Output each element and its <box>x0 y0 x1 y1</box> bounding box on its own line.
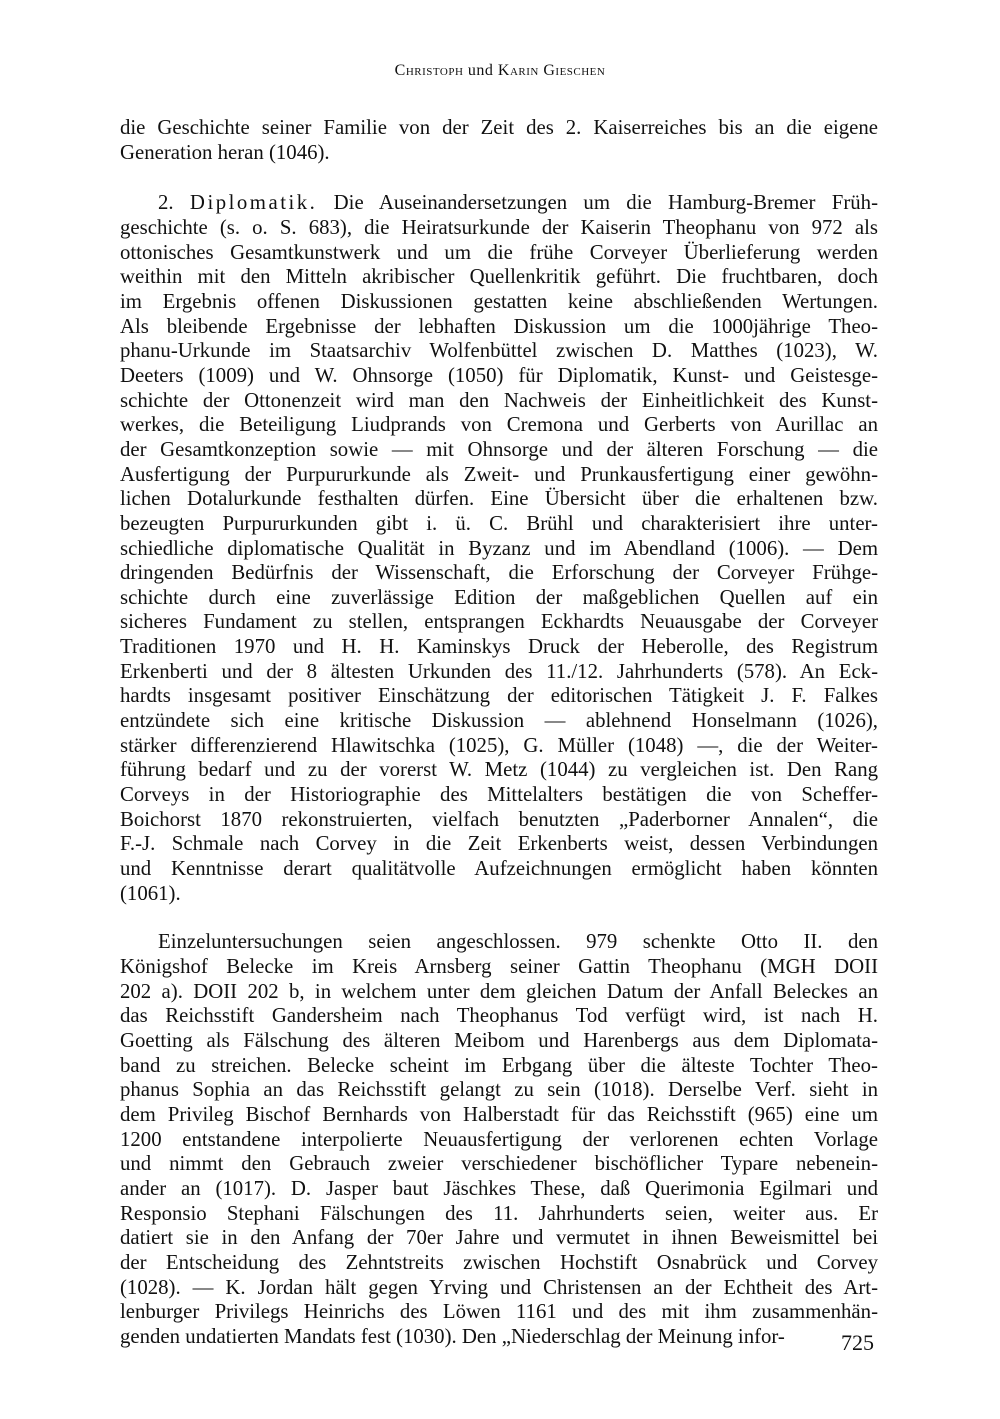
text-line <box>120 364 878 389</box>
text-line <box>120 290 878 315</box>
text-line-content: und nimmt den Gebrauch zweier verschiedener bischöflicher Typare nebenein- <box>120 1152 878 1176</box>
text-line <box>120 561 878 586</box>
text-line-content: Traditionen 1970 und H. H. Kaminskys Druck der Heberolle, des Registrum <box>120 635 878 659</box>
text-line <box>120 1251 878 1276</box>
running-head <box>0 62 1000 80</box>
paragraph-diplomatik <box>120 191 878 906</box>
text-line <box>120 339 878 364</box>
section-title: Diplomatik. <box>189 191 318 215</box>
text-line-content: Als bleibende Ergebnisse der lebhaften Diskussion um die 1000jährige Theo- <box>120 314 878 338</box>
text-line <box>120 1300 878 1325</box>
text-line-content: hardts insgesamt positiver Einschätzung der editorischen Tätigkeit J. F. Falkes <box>120 684 878 708</box>
text-line <box>120 1226 878 1251</box>
text-line-content: ander an (1017). D. Jasper baut Jäschkes These, daß Querimonia Egilmari und <box>120 1176 878 1200</box>
text-line-content: Ausfertigung der Purpururkunde als Zweit- und Prunkausfertigung einer gewöhn- <box>120 462 878 486</box>
text-line <box>120 537 878 562</box>
text-line <box>120 315 878 340</box>
text-line <box>120 1276 878 1301</box>
text-line-content: das Reichsstift Gandersheim nach Theophanus Tod verfügt wird, ist nach H. <box>120 1004 878 1028</box>
text-line <box>120 1177 878 1202</box>
text-line <box>120 635 878 660</box>
text-line <box>120 808 878 833</box>
text-line-content: Generation heran (1046). <box>120 140 330 164</box>
text-line <box>120 610 878 635</box>
text-line-content: Goetting als Fälschung des älteren Meibom und Harenbergs aus dem Diplomata- <box>120 1028 878 1052</box>
text-line-content: Responsio Stephani Fälschungen des 11. Jahrhunderts seien, weiter aus. Er <box>120 1201 878 1225</box>
text-line-content: 1200 entstandene interpolierte Neuausfertigung der verlorenen echten Vorlage <box>120 1127 878 1151</box>
text-line <box>120 413 878 438</box>
text-line <box>120 660 878 685</box>
text-line-content: Königshof Belecke im Kreis Arnsberg seiner Gattin Theophanu (MGH DOII <box>120 955 878 978</box>
text-line-content: Deeters (1009) und W. Ohnsorge (1050) für Diplomatik, Kunst- und Geistesge- <box>120 363 878 387</box>
text-line <box>120 265 878 290</box>
text-line-content: weithin mit den Mitteln akribischer Quellenkritik geführt. Die fruchtbaren, doch <box>120 265 878 289</box>
text-line-content: dringenden Bedürfnis der Wissenschaft, die Erforschung der Corveyer Frühge- <box>120 561 878 585</box>
text-line-content: dem Privileg Bischof Bernhards von Halberstadt für das Reichsstift (965) eine um <box>120 1102 878 1126</box>
running-head-author1: Christoph <box>394 62 464 79</box>
text-line <box>120 1054 878 1079</box>
text-line-content: phanu-Urkunde im Staatsarchiv Wolfenbüttel zwischen D. Matthes (1023), W. <box>120 339 878 363</box>
text-line-content: (1028). — K. Jordan hält gegen Yrving und Christensen an der Echtheit des Art- <box>120 1275 878 1299</box>
text-line <box>120 216 878 241</box>
text-line-content: Die Auseinandersetzungen um die Hamburg-Bremer Früh- <box>317 191 878 215</box>
text-line-content: (1061). <box>120 881 181 905</box>
text-line-content: der Gesamtkonzeption sowie — mit Ohnsorge und der älteren Forschung — die <box>120 437 878 461</box>
text-line-content: Einzeluntersuchungen seien angeschlossen. 979 schenkte Otto II. den <box>158 930 878 954</box>
paragraph-intro-continuation <box>120 116 878 165</box>
text-line-content: band zu streichen. Belecke scheint im Erbgang über die älteste Tochter Theo- <box>120 1053 878 1077</box>
text-line <box>120 1128 878 1153</box>
text-line-content: werkes, die Beteiligung Liudprands von Cremona und Gerberts von Aurillac an <box>120 413 878 437</box>
text-line-content: stärker differenzierend Hlawitschka (1025), G. Müller (1048) —, die der Weiter- <box>120 733 878 757</box>
text-line-content: Boichorst 1870 rekonstruierten, vielfach benutzten „Paderborner Annalen“, die <box>120 807 878 831</box>
text-line-content: schiedliche diplomatische Qualität in Byzanz und im Abendland (1006). — Dem <box>120 536 878 560</box>
text-line-content: schichte der Ottonenzeit wird man den Nachweis der Einheitlichkeit des Kunst- <box>120 388 878 412</box>
text-line-content: sicheres Fundament zu stellen, entsprangen Eckhardts Neuausgabe der Corveyer <box>120 610 878 634</box>
paragraph-einzeluntersuchungen <box>120 930 878 1349</box>
text-line-content: bezeugten Purpururkunden gibt i. ü. C. Brühl und charakterisiert ihre unter- <box>120 511 878 535</box>
text-line <box>120 463 878 488</box>
text-line-content: und Kenntnisse derart qualitätvolle Aufzeichnungen ermöglicht haben könnten <box>120 857 878 881</box>
text-line-content: lenburger Privilegs Heinrichs des Löwen 1161 und des mit ihm zusammenhän- <box>120 1300 878 1324</box>
text-line-content: lichen Dotalurkunde festhalten dürfen. Eine Übersicht über die erhaltenen bzw. <box>120 487 878 511</box>
text-line <box>120 1152 878 1177</box>
text-line <box>120 1103 878 1128</box>
text-line <box>120 980 878 1005</box>
text-line <box>120 1029 878 1054</box>
text-line <box>120 1078 878 1103</box>
text-line-content: datiert sie in den Anfang der 70er Jahre und vermutet in ihnen Beweismittel bei <box>120 1226 878 1250</box>
text-line <box>120 1004 878 1029</box>
section-number: 2. <box>158 191 174 215</box>
page-number: 725 <box>841 1330 874 1355</box>
text-line-content: genden undatierten Mandats fest (1030). Den „Niederschlag der Meinung infor- <box>120 1324 785 1348</box>
body-text <box>120 116 878 1350</box>
text-line-content: F.-J. Schmale nach Corvey in die Zeit Erkenberts weist, dessen Verbindungen <box>120 832 878 856</box>
text-line <box>120 141 878 166</box>
text-line <box>120 586 878 611</box>
text-line <box>120 930 878 955</box>
text-line <box>120 882 878 907</box>
text-line <box>120 1325 878 1350</box>
text-line-content: geschichte (s. o. S. 683), die Heiratsurkunde der Kaiserin Theophanu von 972 als <box>120 215 878 239</box>
text-line-content: die Geschichte seiner Familie von der Zeit des 2. Kaiserreiches bis an die eigene <box>120 116 878 139</box>
text-line-content: entzündete sich eine kritische Diskussion — ablehnend Honselmann (1026), <box>120 709 878 733</box>
text-line <box>120 709 878 734</box>
text-line <box>120 191 878 216</box>
text-line-content: Corveys in der Historiographie des Mittelalters bestätigen die von Scheffer- <box>120 783 878 807</box>
text-line-content: im Ergebnis offenen Diskussionen gestatten keine abschließenden Wertungen. <box>120 289 878 313</box>
text-line <box>120 116 878 141</box>
text-line <box>120 487 878 512</box>
text-line <box>120 684 878 709</box>
text-line <box>120 758 878 783</box>
text-line-content: schichte durch eine zuverlässige Edition der maßgeblichen Quellen auf ein <box>120 585 878 609</box>
text-line <box>120 1202 878 1227</box>
text-line <box>120 955 878 980</box>
text-line <box>120 832 878 857</box>
running-head-joiner: und <box>467 62 494 79</box>
text-line-content: führung bedarf und zu der vorerst W. Metz (1044) zu vergleichen ist. Den Rang <box>120 758 878 782</box>
text-line-content: Erkenberti und der 8 ältesten Urkunden des 11./12. Jahrhunderts (578). An Eck- <box>120 659 878 683</box>
running-head-author2: Karin Gieschen <box>497 62 606 79</box>
text-line-content: 202 a). DOII 202 b, in welchem unter dem gleichen Datum der Anfall Beleckes an <box>120 979 878 1003</box>
text-line <box>120 857 878 882</box>
text-line-content: der Entscheidung des Zehntstreits zwischen Hochstift Osnabrück und Corvey <box>120 1250 878 1274</box>
text-line <box>120 241 878 266</box>
text-line <box>120 734 878 759</box>
text-line <box>120 438 878 463</box>
text-line-content: ottonisches Gesamtkunstwerk und um die frühe Corveyer Überlieferung werden <box>120 240 878 264</box>
text-line <box>120 512 878 537</box>
text-line-content: phanus Sophia an das Reichsstift gelangt zu sein (1018). Derselbe Verf. sieht in <box>120 1078 878 1102</box>
text-line <box>120 783 878 808</box>
text-line <box>120 389 878 414</box>
